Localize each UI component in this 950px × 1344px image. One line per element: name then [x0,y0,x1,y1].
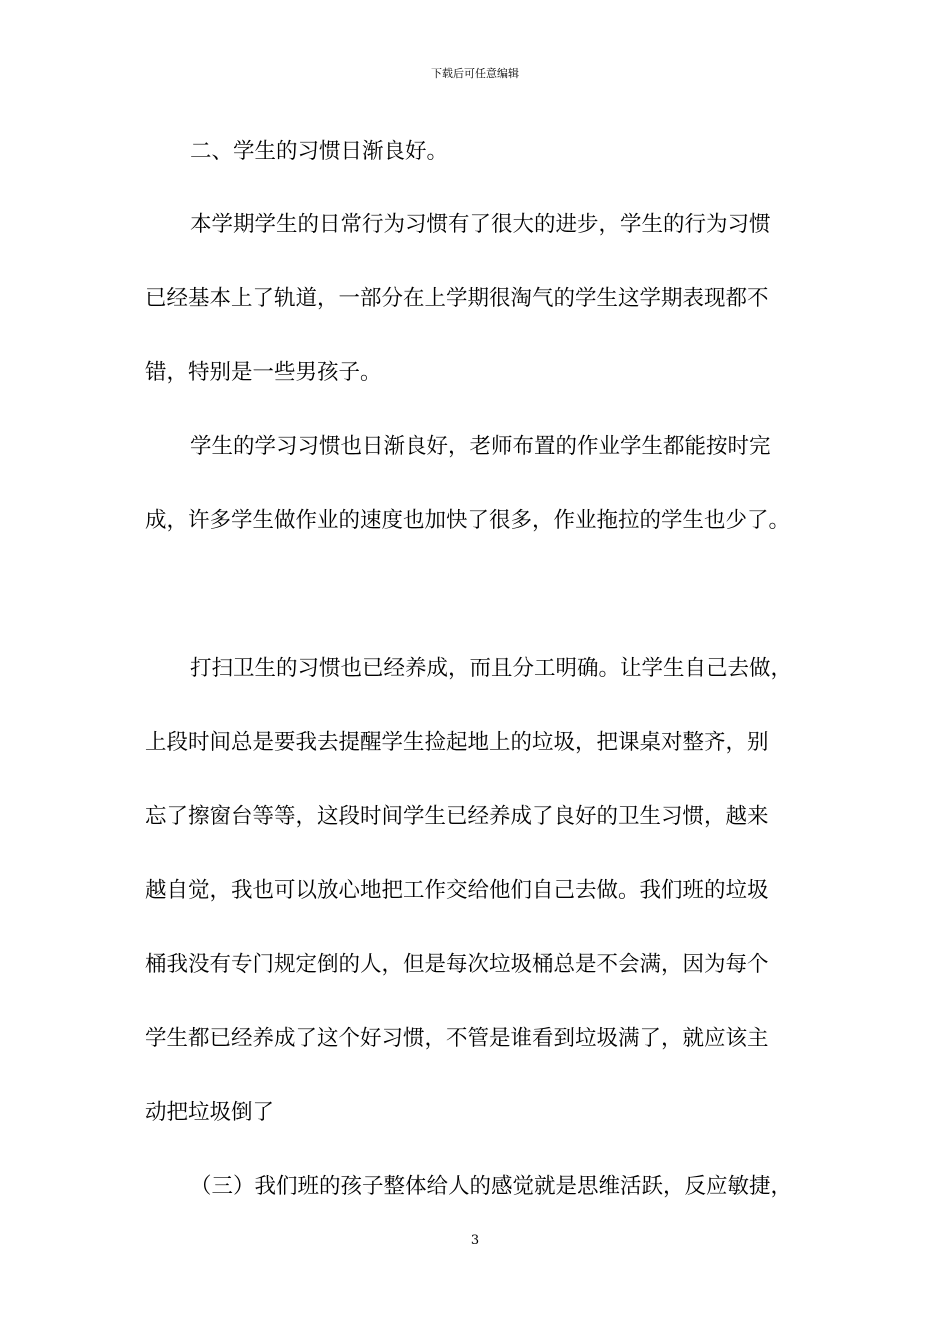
body-line: 成，许多学生做作业的速度也加快了很多，作业拖拉的学生也少了。 [145,508,791,533]
body-line: 错，特别是一些男孩子。 [145,360,382,385]
body-line: 动把垃圾倒了 [145,1100,275,1125]
body-line: 忘了擦窗台等等，这段时间学生已经养成了良好的卫生习惯，越来 [145,804,769,829]
body-line: 二、学生的习惯日渐良好。 [190,139,449,164]
page-header: 下载后可任意编辑 [431,67,519,80]
body-line: 桶我没有专门规定倒的人，但是每次垃圾桶总是不会满，因为每个 [145,952,769,977]
body-line: 越自觉，我也可以放心地把工作交给他们自己去做。我们班的垃圾 [145,878,769,903]
body-line: 学生的学习习惯也日渐良好，老师布置的作业学生都能按时完 [190,434,771,459]
body-line: （三）我们班的孩子整体给人的感觉就是思维活跃，反应敏捷， [190,1174,793,1199]
body-line: 已经基本上了轨道，一部分在上学期很淘气的学生这学期表现都不 [145,286,769,311]
body-line: 打扫卫生的习惯也已经养成，而且分工明确。让学生自己去做， [190,656,793,681]
page-number: 3 [470,1233,480,1248]
body-line: 本学期学生的日常行为习惯有了很大的进步，学生的行为习惯 [190,212,771,237]
body-line: 学生都已经养成了这个好习惯，不管是谁看到垃圾满了，就应该主 [145,1026,769,1051]
body-line: 上段时间总是要我去提醒学生捡起地上的垃圾，把课桌对整齐，别 [145,730,769,755]
